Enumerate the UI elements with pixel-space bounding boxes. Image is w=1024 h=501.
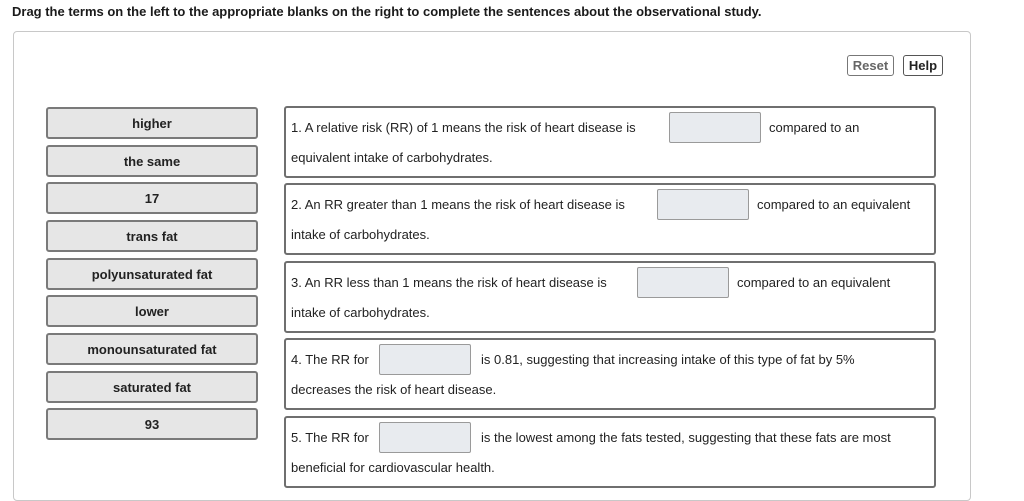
- term-monounsaturated-fat[interactable]: monounsaturated fat: [46, 333, 258, 365]
- sentence-5-before: 5. The RR for: [291, 430, 369, 445]
- sentence-4-blank[interactable]: [379, 344, 471, 375]
- sentence-5-continuation: beneficial for cardiovascular health.: [291, 460, 495, 475]
- sentence-4-after: is 0.81, suggesting that increasing intake of this type of fat by 5%: [481, 352, 855, 367]
- term-17[interactable]: 17: [46, 182, 258, 214]
- instruction-text: Drag the terms on the left to the appropriate blanks on the right to complete the sentences about the observational study.: [12, 4, 762, 19]
- sentence-2-before: 2. An RR greater than 1 means the risk of heart disease is: [291, 197, 625, 212]
- sentence-2-blank[interactable]: [657, 189, 749, 220]
- sentence-1-blank[interactable]: [669, 112, 761, 143]
- term-saturated-fat[interactable]: saturated fat: [46, 371, 258, 403]
- sentence-5-after: is the lowest among the fats tested, suggesting that these fats are most: [481, 430, 891, 445]
- sentence-3-after: compared to an equivalent: [737, 275, 891, 290]
- term-polyunsaturated-fat[interactable]: polyunsaturated fat: [46, 258, 258, 290]
- sentence-5: [284, 416, 936, 488]
- sentence-2-continuation: intake of carbohydrates.: [291, 227, 430, 242]
- sentence-4: [284, 338, 936, 410]
- sentence-3: [284, 261, 936, 333]
- sentence-5-blank[interactable]: [379, 422, 471, 453]
- sentence-4-continuation: decreases the risk of heart disease.: [291, 382, 497, 397]
- sentence-1-after: compared to an: [769, 120, 860, 135]
- term-93[interactable]: 93: [46, 408, 258, 440]
- sentence-4-before: 4. The RR for: [291, 352, 369, 367]
- sentence-1: [284, 106, 936, 178]
- term-higher[interactable]: higher: [46, 107, 258, 139]
- sentence-2-after: compared to an equivalent: [757, 197, 911, 212]
- term-the-same[interactable]: the same: [46, 145, 258, 177]
- sentence-2: [284, 183, 936, 255]
- sentence-1-continuation: equivalent intake of carbohydrates.: [291, 150, 493, 165]
- sentence-3-before: 3. An RR less than 1 means the risk of heart disease is: [291, 275, 607, 290]
- sentence-1-before: 1. A relative risk (RR) of 1 means the risk of heart disease is: [291, 120, 636, 135]
- reset-button[interactable]: Reset: [847, 55, 894, 76]
- term-lower[interactable]: lower: [46, 295, 258, 327]
- sentence-3-continuation: intake of carbohydrates.: [291, 305, 430, 320]
- help-button[interactable]: Help: [903, 55, 943, 76]
- sentence-3-blank[interactable]: [637, 267, 729, 298]
- term-trans-fat[interactable]: trans fat: [46, 220, 258, 252]
